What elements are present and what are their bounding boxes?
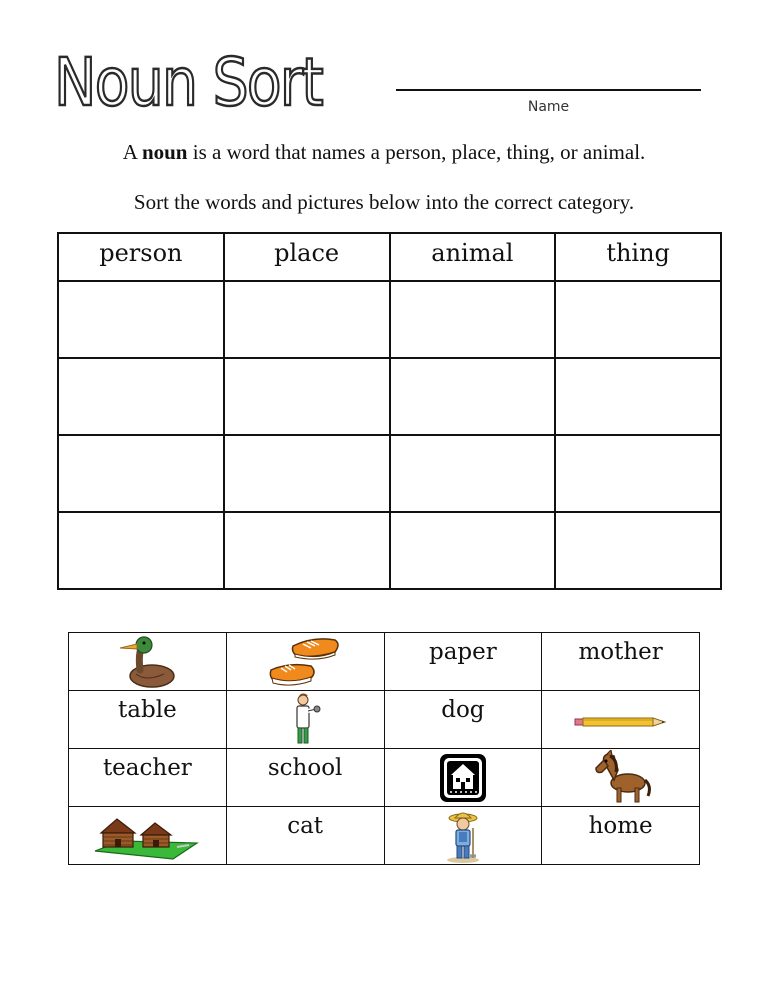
farmer-icon [443, 808, 483, 864]
word-bank-cell[interactable] [226, 633, 384, 691]
sort-cell[interactable] [390, 281, 556, 358]
word-home: home [588, 813, 653, 839]
horse-icon [590, 750, 652, 806]
duck-icon [116, 634, 178, 690]
sort-cell[interactable] [58, 435, 224, 512]
sort-cell[interactable] [224, 435, 390, 512]
sort-header-row [58, 233, 721, 281]
word-bank-cell[interactable] [542, 807, 700, 865]
sort-cell[interactable] [390, 512, 556, 589]
word-bank-cell[interactable] [69, 807, 227, 865]
word-cat: cat [287, 813, 324, 839]
sort-cell[interactable] [555, 281, 721, 358]
sort-cell[interactable] [58, 281, 224, 358]
word-bank-cell[interactable] [542, 749, 700, 807]
sort-row [58, 281, 721, 358]
sort-cell[interactable] [555, 435, 721, 512]
column-header-thing: thing [555, 233, 721, 281]
word-bank-cell[interactable] [542, 691, 700, 749]
pencil-icon [573, 711, 669, 731]
cabins-icon [93, 811, 201, 861]
word-bank-cell[interactable] [226, 749, 384, 807]
sort-cell[interactable] [224, 281, 390, 358]
doctor-icon [288, 693, 322, 747]
sort-cell[interactable] [58, 512, 224, 589]
word-paper: paper [428, 639, 497, 665]
name-label: Name [527, 99, 570, 115]
word-table: table [118, 697, 177, 723]
house-icon [439, 753, 487, 803]
word-bank-row [69, 749, 700, 807]
word-bank-cell[interactable] [384, 807, 542, 865]
word-bank-cell[interactable] [69, 633, 227, 691]
word-teacher: teacher [102, 755, 192, 781]
column-header-person: person [58, 233, 224, 281]
sort-cell[interactable] [555, 512, 721, 589]
sort-table [57, 232, 722, 590]
page-title: Noun Sort [54, 44, 323, 121]
word-mother: mother [578, 639, 663, 665]
sort-cell[interactable] [555, 358, 721, 435]
word-bank-table [68, 632, 700, 865]
instructions: Sort the words and pictures below into the correct category. [133, 190, 635, 214]
word-bank-cell[interactable] [69, 749, 227, 807]
noun-definition [0, 140, 768, 165]
definition-prefix: A [122, 140, 142, 164]
word-bank-row [69, 691, 700, 749]
word-bank-row [69, 633, 700, 691]
word-bank-cell[interactable] [542, 633, 700, 691]
sort-cell[interactable] [224, 512, 390, 589]
sort-row [58, 358, 721, 435]
word-bank-row [69, 807, 700, 865]
word-bank-cell[interactable] [384, 749, 542, 807]
word-bank-cell[interactable] [69, 691, 227, 749]
shoes-icon [267, 634, 343, 690]
sort-cell[interactable] [224, 358, 390, 435]
word-bank-cell[interactable] [384, 691, 542, 749]
column-header-place: place [224, 233, 390, 281]
word-bank-cell[interactable] [384, 633, 542, 691]
word-dog: dog [441, 697, 485, 723]
sort-cell[interactable] [390, 358, 556, 435]
sort-cell[interactable] [58, 358, 224, 435]
word-bank-cell[interactable] [226, 807, 384, 865]
sort-row [58, 435, 721, 512]
name-line[interactable] [396, 89, 701, 91]
definition-suffix: is a word that names a person, place, thing, or animal. [187, 140, 646, 164]
sort-cell[interactable] [390, 435, 556, 512]
word-bank-cell[interactable] [226, 691, 384, 749]
sort-row [58, 512, 721, 589]
column-header-animal: animal [390, 233, 556, 281]
word-school: school [267, 755, 343, 781]
definition-bold-word: noun [141, 140, 188, 164]
